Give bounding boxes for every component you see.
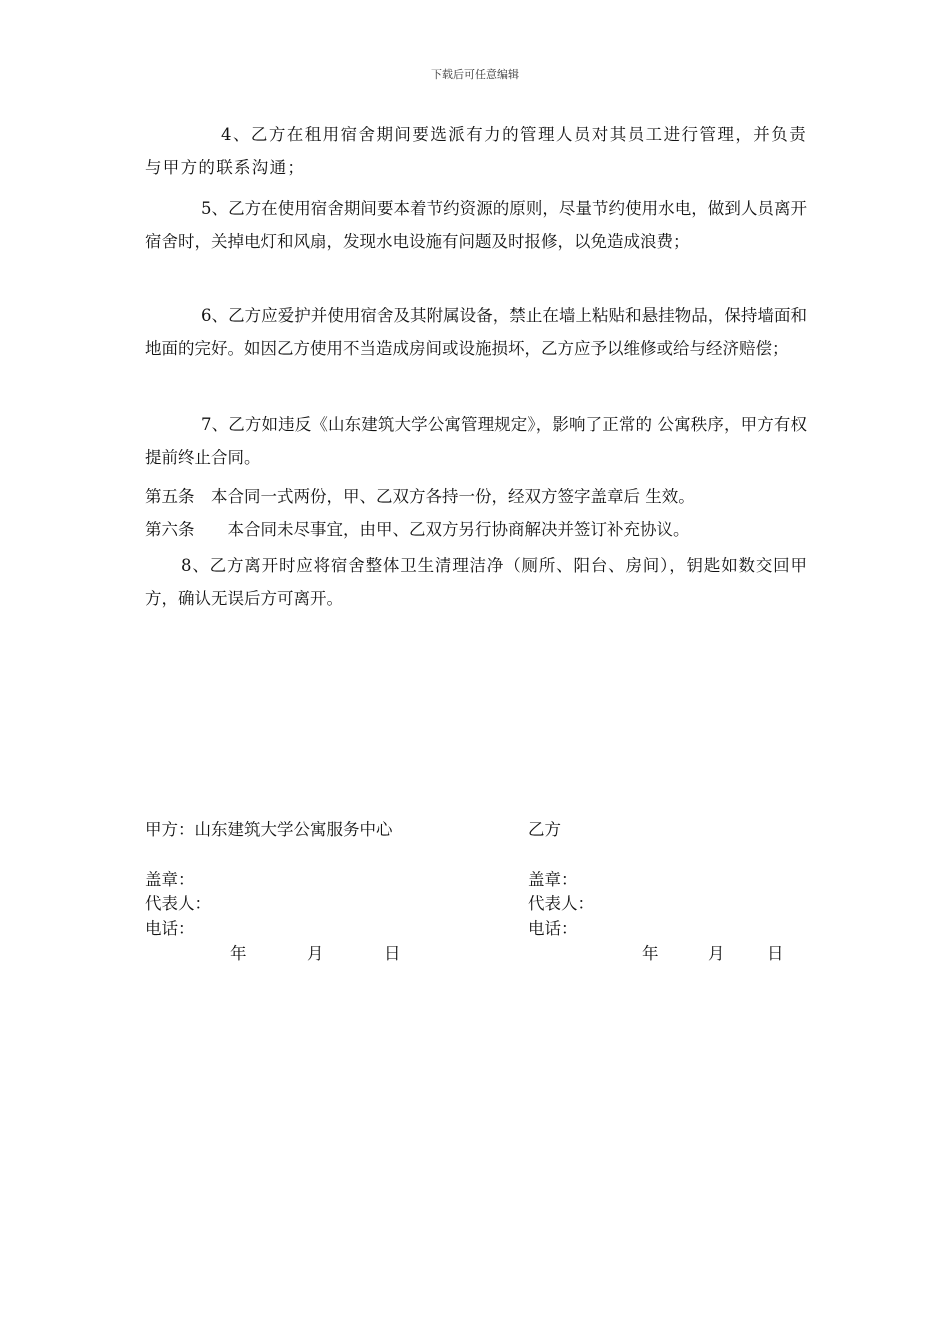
clause-4: 4、乙方在租用宿舍期间要选派有力的管理人员对其员工进行管理，并负责与甲方的联系沟通； (145, 125, 807, 177)
party-b-day: 日 (767, 944, 784, 963)
party-a-seal-label: 盖章： (145, 870, 195, 889)
party-a-title: 甲方：山东建筑大学公寓服务中心 (145, 820, 393, 839)
article-6: 第六条 本合同未尽事宜，由甲、乙双方另行协商解决并签订补充协议。 (145, 520, 690, 539)
party-b-month: 月 (708, 944, 725, 963)
clause-5: 5、乙方在使用宿舍期间要本着节约资源的原则，尽量节约使用水电，做到人员离开宿舍时，关掉电灯和风扇，发现水电设施有问题及时报修，以免造成浪费； (145, 199, 807, 251)
clause-6: 6、乙方应爱护并使用宿舍及其附属设备，禁止在墙上粘贴和悬挂物品，保持墙面和地面的完好。如因乙方使用不当造成房间或设施损坏，乙方应予以维修或给与经济赔偿； (145, 306, 807, 358)
clause-8: 8、乙方离开时应将宿舍整体卫生清理洁净（厕所、阳台、房间），钥匙如数交回甲方，确认无误后方可离开。 (145, 556, 807, 608)
party-a-day: 日 (384, 944, 401, 963)
party-a-rep-label: 代表人： (145, 894, 211, 913)
article-5: 第五条 本合同一式两份，甲、乙双方各持一份，经双方签字盖章后 生效。 (145, 487, 695, 506)
party-b-year: 年 (642, 944, 659, 963)
clause-7: 7、乙方如违反《山东建筑大学公寓管理规定》，影响了正常的 公寓秩序，甲方有权提前终止合同。 (145, 415, 807, 467)
party-b-rep-label: 代表人： (528, 894, 594, 913)
party-b-phone-label: 电话： (528, 919, 578, 938)
page-header-note: 下载后可任意编辑 (431, 68, 519, 81)
party-a-phone-label: 电话： (145, 919, 195, 938)
party-b-title: 乙方 (528, 820, 561, 839)
party-a-year: 年 (230, 944, 247, 963)
party-a-month: 月 (307, 944, 324, 963)
party-b-seal-label: 盖章： (528, 870, 578, 889)
